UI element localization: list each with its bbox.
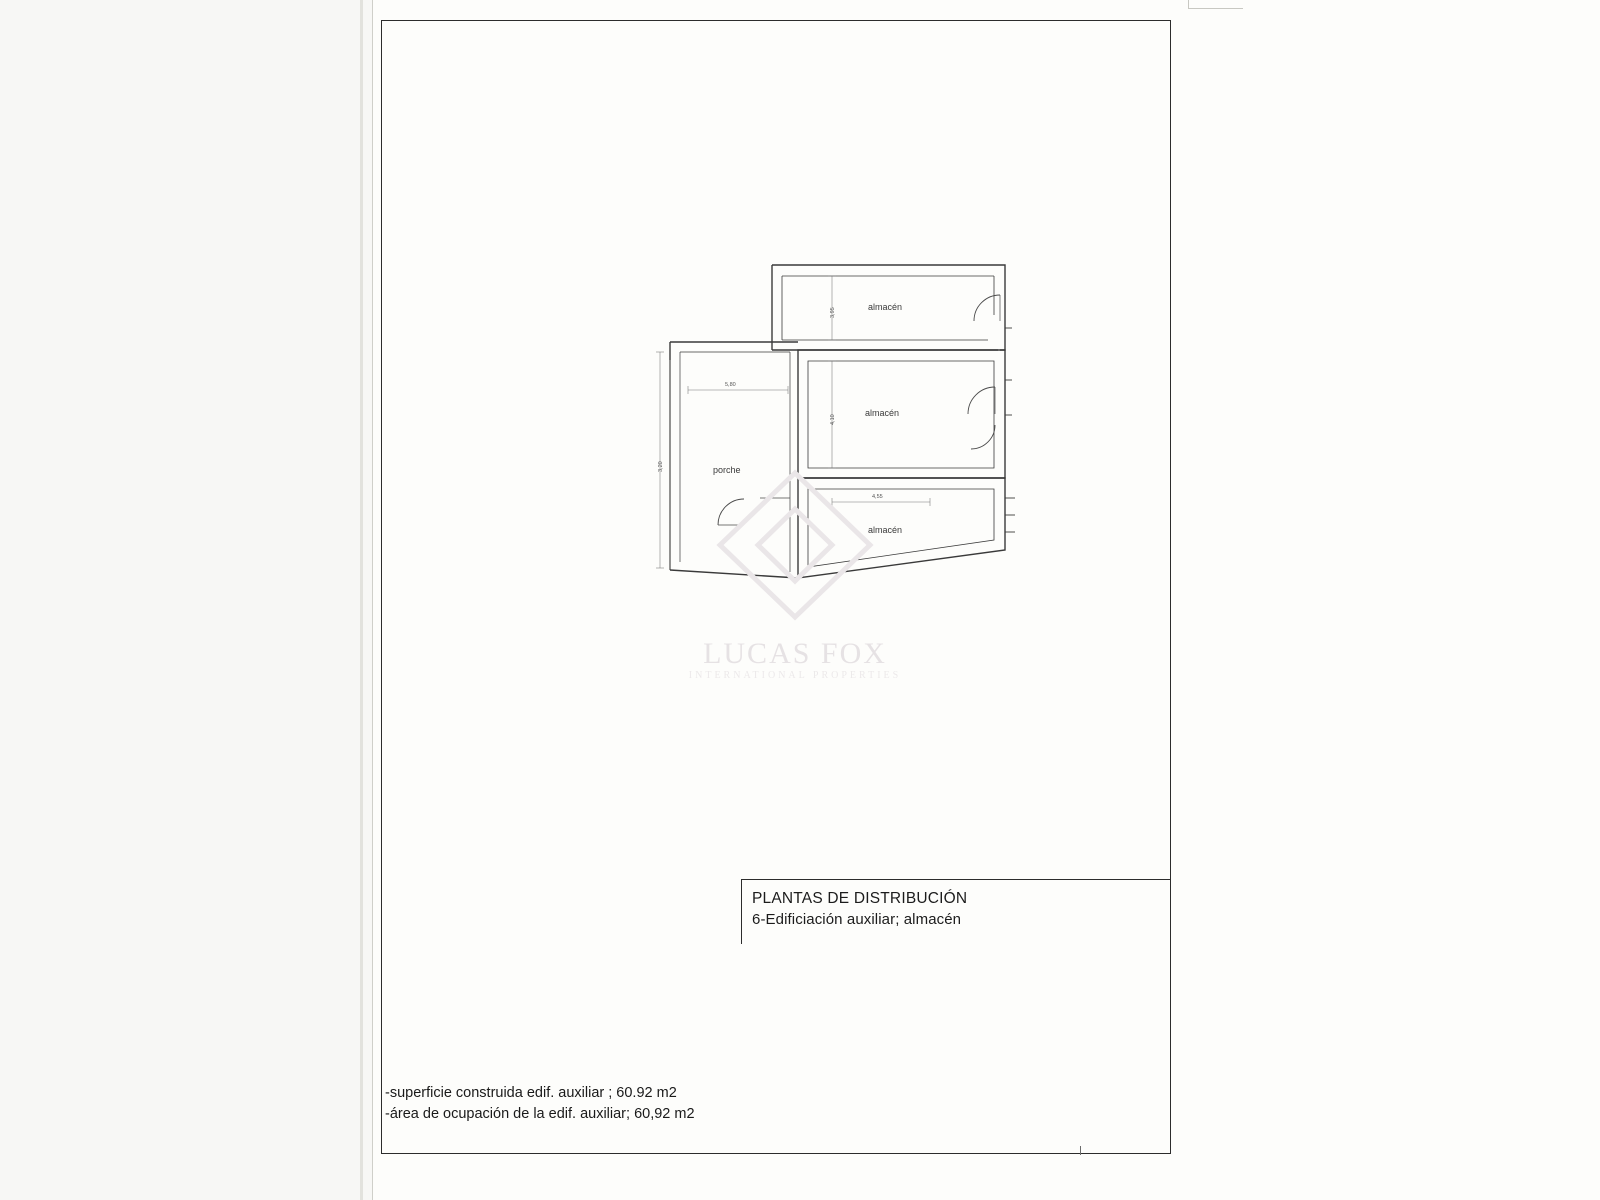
title-block-line-2: 6-Edificiación auxiliar; almacén	[752, 911, 962, 928]
dimension-label-4: 3,20	[658, 461, 664, 472]
note-built-surface: -superficie construida edif. auxiliar ; 60.92 m2	[385, 1085, 677, 1101]
dimension-label-3: 5,80	[725, 382, 736, 388]
room-label-almacen-bottom: almacén	[868, 525, 903, 535]
room-label-almacen-middle: almacén	[865, 408, 900, 418]
scan-left-fold-line	[360, 0, 363, 1200]
scan-corner-tick	[1188, 0, 1243, 9]
dimension-label-5: 4,55	[872, 494, 883, 500]
floor-plan-svg	[600, 240, 1040, 640]
watermark-brand: LUCAS FOX	[703, 637, 887, 670]
room-label-almacen-top: almacén	[868, 302, 903, 312]
dimension-label-1: 3,95	[830, 307, 836, 318]
floor-plan-drawing	[600, 240, 1040, 640]
scan-left-margin	[0, 0, 373, 1200]
watermark-tagline: INTERNATIONAL PROPERTIES	[688, 670, 902, 681]
title-block	[741, 879, 1171, 944]
note-occupied-area: -área de ocupación de la edif. auxiliar; 60,92 m2	[385, 1106, 695, 1122]
area-notes	[385, 1083, 1085, 1125]
title-block-line-1: PLANTAS DE DISTRIBUCIÓN	[752, 890, 968, 907]
scan-bottom-tick	[1080, 1146, 1081, 1155]
room-label-porche: porche	[713, 465, 741, 475]
dimension-label-2: 4,10	[830, 414, 836, 425]
